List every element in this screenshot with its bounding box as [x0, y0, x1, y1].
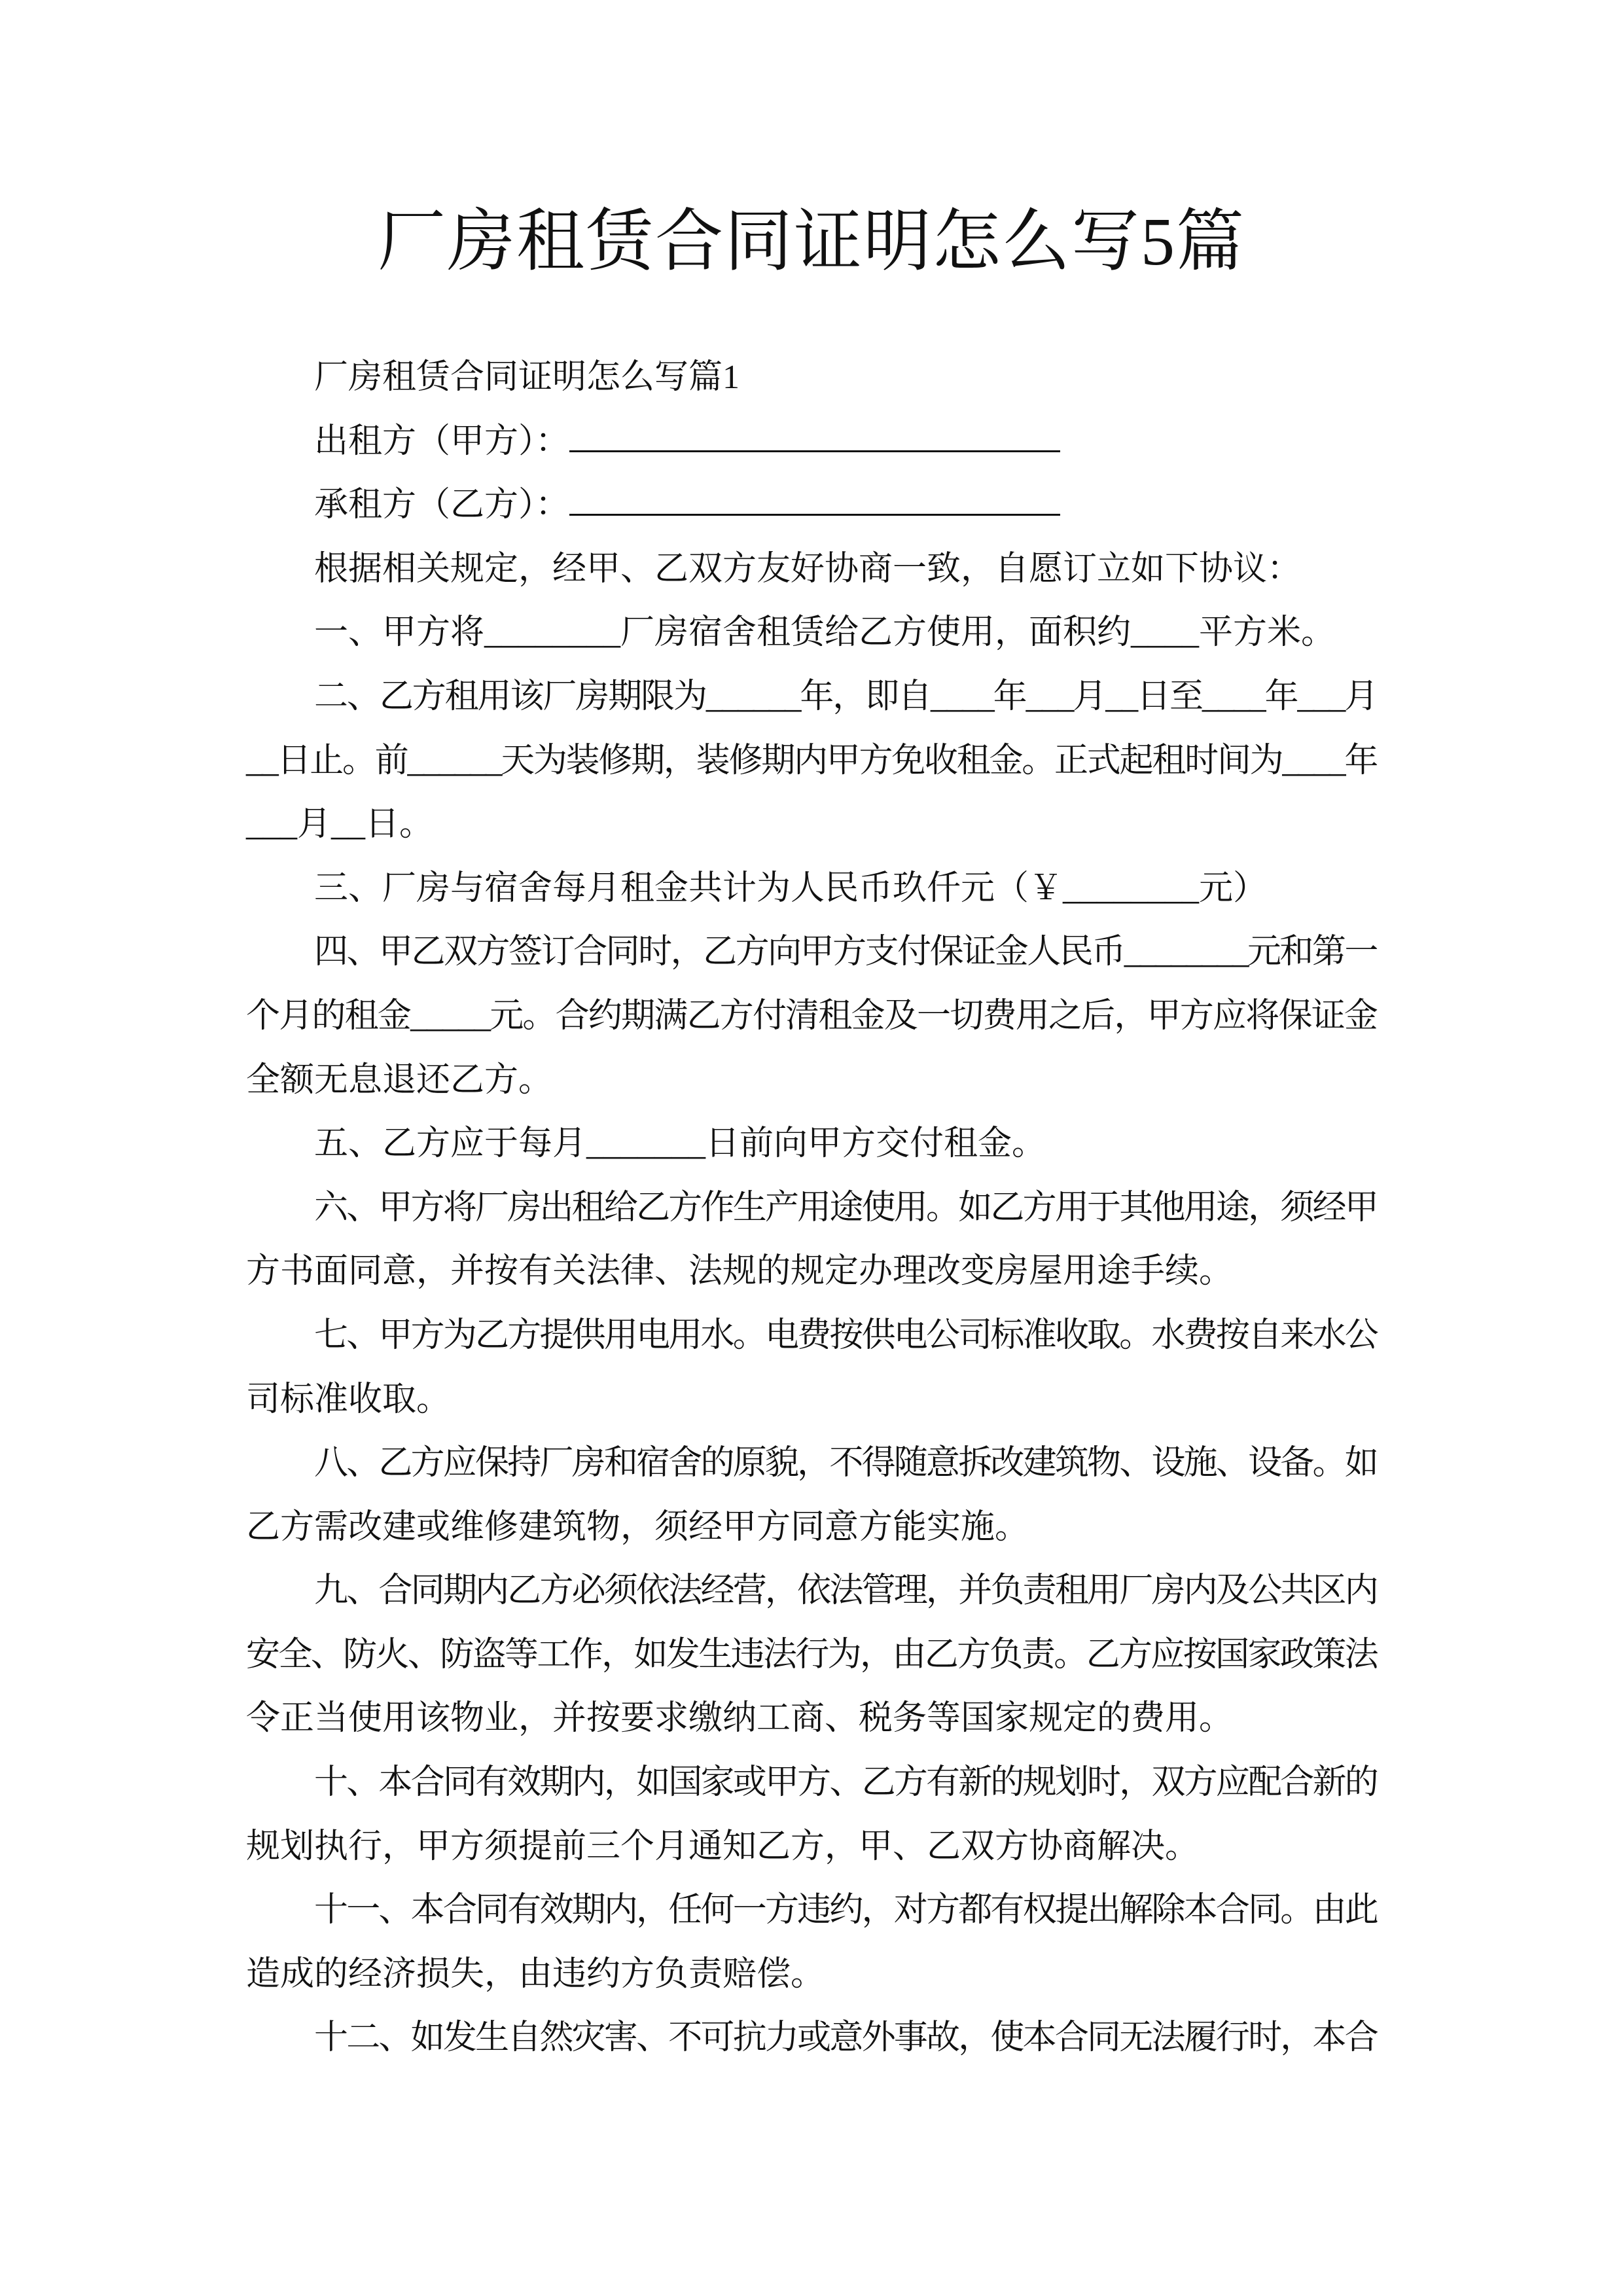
clause-line: [246, 1559, 1377, 1623]
clause-text: 安全、防火、防盗等工作，如发生违法行为，由乙方负责。乙方应按国家政策法: [246, 1636, 1377, 1674]
clause-line: [246, 1623, 1377, 1687]
clause-line: [246, 1176, 1377, 1240]
clause-text: 二、乙方租用该厂房期限为______年，即自____年___月__日至____年___月: [314, 677, 1378, 715]
clause-line: [246, 1751, 1377, 1815]
section-heading-line: [246, 346, 1377, 410]
clause-text: 三、厂房与宿舍每月租金共计为人民币玖仟元（￥________元）: [314, 869, 1268, 907]
clause-line: [246, 1496, 1377, 1560]
document-title: 厂房租赁合同证明怎么写5篇: [377, 204, 1245, 279]
clause-line: [246, 1368, 1377, 1432]
clause-text: 全额无息退还乙方。: [246, 1061, 553, 1099]
clause-text: 四、甲乙双方签订合同时，乙方向甲方支付保证金人民币________元和第一: [314, 933, 1377, 971]
lessee-field: [246, 473, 1377, 537]
clause-text: 造成的经济损失，由违约方负责赔偿。: [246, 1955, 825, 1993]
clause-line: [246, 984, 1377, 1049]
lessor-field: [246, 410, 1377, 474]
document-body: [246, 346, 1377, 2070]
clause-text: 十二、如发生自然灾害、不可抗力或意外事故，使本合同无法履行时，本合: [314, 2019, 1377, 2057]
section-heading: 厂房租赁合同证明怎么写篇1: [314, 359, 740, 396]
clause-text: __日止。前______天为装修期，装修期内甲方免收租金。正式起租时间为____年: [246, 742, 1378, 780]
clause-text: 令正当使用该物业，并按要求缴纳工商、税务等国家规定的费用。: [246, 1700, 1234, 1738]
lessor-blank: [569, 424, 1060, 452]
clause-text: 十一、本合同有效期内，任何一方违约，对方都有权提出解除本合同。由此: [314, 1892, 1377, 1929]
clause-text: 乙方需改建或维修建筑物，须经甲方同意方能实施。: [246, 1508, 1029, 1546]
clause-line: [246, 857, 1377, 921]
clause-text: 方书面同意，并按有关法律、法规的规定办理改变房屋用途手续。: [246, 1253, 1234, 1291]
clause-line: [246, 1049, 1377, 1113]
clause-text: 根据相关规定，经甲、乙双方友好协商一致，自愿订立如下协议：: [314, 550, 1302, 588]
clause-line: [246, 2006, 1377, 2070]
clause-line: [246, 920, 1377, 984]
clause-line: [246, 729, 1377, 793]
clause-text: 九、合同期内乙方必须依法经营，依法管理，并负责租用厂房内及公共区内: [314, 1572, 1377, 1610]
clause-line: [246, 1815, 1377, 1879]
clause-line: [246, 537, 1377, 601]
clause-text: 五、乙方应于每月_______日前向甲方交付租金。: [314, 1125, 1046, 1163]
clause-text: 规划执行，甲方须提前三个月通知乙方，甲、乙双方协商解决。: [246, 1827, 1200, 1865]
clause-line: [246, 1431, 1377, 1496]
clause-text: ___月__日。: [246, 806, 434, 844]
clause-line: [246, 1943, 1377, 2007]
clause-text: 一、甲方将________厂房宿舍租赁给乙方使用，面积约____平方米。: [314, 614, 1336, 652]
lessee-label: 承租方（乙方）：: [314, 486, 570, 524]
clause-line: [246, 1878, 1377, 1943]
lessee-blank: [569, 488, 1060, 516]
clauses: [246, 537, 1377, 2070]
clause-text: 八、乙方应保持厂房和宿舍的原貌，不得随意拆改建筑物、设施、设备。如: [314, 1444, 1377, 1482]
clause-line: [246, 601, 1377, 665]
clause-text: 十、本合同有效期内，如国家或甲方、乙方有新的规划时，双方应配合新的: [314, 1764, 1377, 1802]
clause-text: 个月的租金_____元。合约期满乙方付清租金及一切费用之后，甲方应将保证金: [246, 997, 1378, 1035]
clause-line: [246, 1240, 1377, 1304]
lessor-label: 出租方（甲方）：: [314, 422, 570, 460]
clause-line: [246, 665, 1377, 729]
clause-text: 七、甲方为乙方提供用电用水。电费按供电公司标准收取。水费按自来水公: [314, 1316, 1377, 1354]
clause-text: 司标准收取。: [246, 1380, 451, 1418]
clause-text: 六、甲方将厂房出租给乙方作生产用途使用。如乙方用于其他用途，须经甲: [314, 1189, 1377, 1227]
clause-line: [246, 1304, 1377, 1368]
clause-line: [246, 1687, 1377, 1751]
clause-line: [246, 793, 1377, 857]
clause-line: [246, 1112, 1377, 1176]
